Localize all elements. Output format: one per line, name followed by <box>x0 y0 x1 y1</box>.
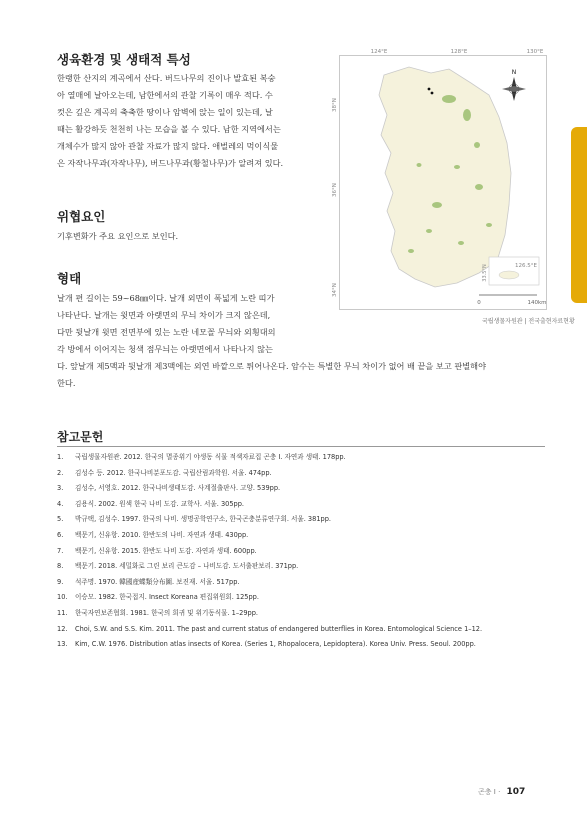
occurrence-dot <box>431 92 434 95</box>
lat-label: 38°N <box>332 98 338 112</box>
text-line: 한랭한 산지의 계곡에서 산다. 버드나무의 진이나 발효된 복숭 <box>57 73 276 83</box>
text-line: 개체수가 많지 않아 관찰 자료가 많지 않다. 애벌레의 먹이식물 <box>57 141 279 151</box>
lat-label: 34°N <box>332 283 338 297</box>
inset-map <box>482 257 539 285</box>
reference-item: 5. 박규택, 김성수. 1997. 한국의 나비. 생명공학연구소, 한국곤충분류연구회. 서울. 381pp. <box>57 515 331 524</box>
reference-item: 2. 김성수 등. 2012. 한국나비분포도감. 국립산림과학원. 서울. 474pp. <box>57 468 272 477</box>
text-line: 한다. <box>57 378 76 388</box>
threat-paragraph <box>57 228 178 245</box>
references-title: 참고문헌 <box>57 430 104 444</box>
park-patch <box>458 241 464 245</box>
svg-text:33.5°N: 33.5°N <box>482 264 488 282</box>
reference-item: 10. 이승모. 1982. 한국접지. Insect Koreana 편집위원회. 125pp. <box>57 593 259 602</box>
reference-item: 7. 백문기, 신유항. 2015. 한반도 나비 도감. 자연과 생태. 600pp. <box>57 546 257 555</box>
svg-text:126.5°E: 126.5°E <box>515 263 537 269</box>
section-title-threat: 위협요인 <box>57 209 106 224</box>
svg-text:0: 0 <box>477 300 481 306</box>
text-line: 다만 뒷날개 윗면 전면부에 있는 노란 네모꼴 무늬와 외횡대의 <box>57 327 276 337</box>
lon-label: 128°E <box>450 49 468 55</box>
reference-item: 6. 백문기, 신유항. 2010. 한반도의 나비. 자연과 생태. 430pp. <box>57 530 249 539</box>
references-list <box>57 450 545 653</box>
text-line: 다. 앞날개 제5맥과 뒷날개 제3맥에는 외연 바깥으로 튀어나온다. 암수는 특별한 무늬 차이가 없어 배 끝을 보고 판별해야 <box>57 361 486 371</box>
park-patch <box>417 163 422 167</box>
lon-label: 130°E <box>526 49 544 55</box>
text-line: 날개 편 길이는 59~68㎜이다. 날개 외면이 폭넓게 노란 띠가 <box>57 293 275 303</box>
habitat-paragraph <box>57 70 283 172</box>
reference-item: 3. 김성수, 서영호. 2012. 한국나비생태도감. 사계절출판사. 고양. 539pp. <box>57 484 281 493</box>
reference-item: 8. 백문기. 2018. 세밀화로 그린 보리 큰도감 – 나비도감. 도서출판보리. 371pp. <box>57 562 299 571</box>
text-line: 때는 활강하듯 천천히 나는 모습을 볼 수 있다. 남한 지역에서는 <box>57 124 281 134</box>
text-line: 나타난다. 날개는 윗면과 아랫면의 무늬 차이가 크지 않은데, <box>57 310 271 320</box>
park-patch <box>442 95 456 103</box>
lon-label: 124°E <box>370 49 388 55</box>
occurrence-dot <box>428 88 431 91</box>
reference-item: 1. 국립생물자원관. 2012. 한국의 멸종위기 야생동 식물 적색자료집 곤충 I. 자연과 생태. 178pp. <box>57 453 346 461</box>
reference-item: 13. Kim, C.W. 1976. Distribution atlas insects of Korea. (Series 1, Rhopalocera, Lepidoptera). Korea Univ. Press. Seoul. 200pp. <box>57 640 476 649</box>
section-title-morphology: 형태 <box>57 271 82 286</box>
map-caption: 국립생물자원관 | 전국출현자료현황 <box>482 318 575 325</box>
park-patch <box>486 223 492 227</box>
divider <box>57 446 545 447</box>
section-title-habitat: 생육환경 및 생태적 특성 <box>57 52 191 67</box>
text-line: 은 자작나무과(자작나무), 버드나무과(황철나무)가 알려져 있다. <box>57 158 284 168</box>
chapter-tab <box>571 127 587 303</box>
reference-item: 9. 석주명. 1970. 韓國産蝶類分布圖. 보진재. 서울. 517pp. <box>57 577 240 586</box>
footer-section: 곤충 I <box>478 788 496 796</box>
reference-item: 4. 김용식. 2002. 원색 한국 나비 도감. 교학사. 서울. 305pp. <box>57 499 244 508</box>
park-patch <box>408 249 414 253</box>
park-patch <box>426 229 432 233</box>
park-patch <box>475 184 483 190</box>
svg-text:140km: 140km <box>527 300 547 306</box>
text-line: 기후변화가 주요 요인으로 보인다. <box>57 231 179 241</box>
text-line: 각 방에서 이어지는 청색 점무늬는 아랫면에서 나타나지 않는 <box>57 344 273 354</box>
page-footer: 곤충 I · 107 <box>478 787 526 797</box>
lat-label: 36°N <box>332 183 338 197</box>
svg-text:N: N <box>511 69 517 76</box>
park-patch <box>474 142 480 148</box>
text-line: 아 열매에 날아오는데, 남한에서의 관찰 기록이 매우 적다. 수 <box>57 90 273 100</box>
page-number: 107 <box>506 787 526 797</box>
park-patch <box>454 165 460 169</box>
distribution-map <box>332 49 547 310</box>
reference-item: 12. Choi, S.W. and S.S. Kim. 2011. The past and current status of endangered butterflies in Korea. Entomological Science 1–12. <box>57 624 483 633</box>
reference-item: 11. 한국자연보존협회. 1981. 한국의 희귀 및 위기동식물. 1–29pp. <box>57 608 259 617</box>
park-patch <box>432 202 442 208</box>
park-patch <box>463 109 471 121</box>
text-line: 컷은 깊은 계곡의 축축한 땅이나 암벽에 앉는 일이 있는데, 날 <box>57 107 273 117</box>
